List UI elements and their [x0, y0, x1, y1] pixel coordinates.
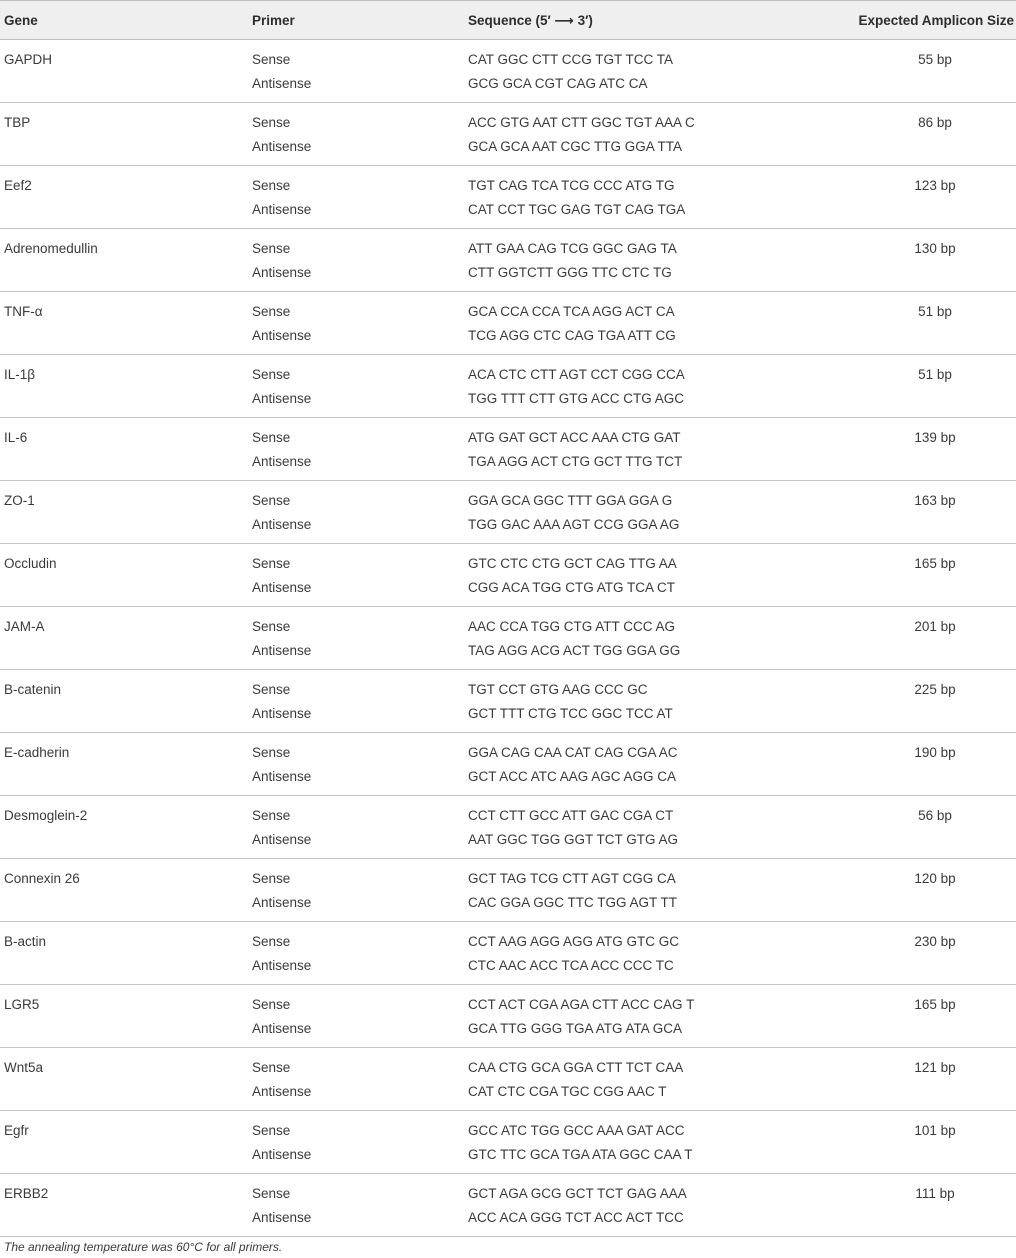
table-row [0, 103, 1016, 166]
amplicon-size: 230 bp [914, 934, 956, 949]
primer-sense-label: Sense [252, 745, 291, 760]
primer-sense-label: Sense [252, 115, 291, 130]
primer-antisense-label: Antisense [252, 895, 312, 910]
sequence-antisense: ACC ACA GGG TCT ACC ACT TCC [468, 1210, 684, 1225]
primer-antisense-label: Antisense [252, 958, 312, 973]
primer-antisense-label: Antisense [252, 454, 312, 469]
gene-name: TNF-α [4, 304, 43, 319]
primer-antisense-label: Antisense [252, 706, 312, 721]
primer-antisense-label: Antisense [252, 517, 312, 532]
primer-sense-label: Sense [252, 304, 291, 319]
sequence-antisense: TAG AGG ACG ACT TGG GGA GG [468, 643, 681, 658]
sequence-antisense: GTC TTC GCA TGA ATA GGC CAA T [468, 1147, 693, 1162]
table-row [0, 166, 1016, 229]
primer-antisense-label: Antisense [252, 1084, 312, 1099]
sequence-antisense: CAC GGA GGC TTC TGG AGT TT [468, 895, 678, 910]
gene-name: Connexin 26 [4, 871, 80, 886]
gene-name: GAPDH [4, 52, 53, 67]
primer-antisense-label: Antisense [252, 1021, 312, 1036]
table-row [0, 859, 1016, 922]
table-row [0, 733, 1016, 796]
header-gene: Gene [4, 13, 38, 28]
amplicon-size: 225 bp [914, 682, 956, 697]
sequence-sense: GGA CAG CAA CAT CAG CGA AC [468, 745, 678, 760]
primer-antisense-label: Antisense [252, 265, 312, 280]
gene-name: LGR5 [4, 997, 40, 1012]
table-row [0, 1111, 1016, 1174]
sequence-sense: CCT CTT GCC ATT GAC CGA CT [468, 808, 674, 823]
sequence-sense: GCT AGA GCG GCT TCT GAG AAA [468, 1186, 687, 1201]
table-row [0, 544, 1016, 607]
sequence-antisense: CGG ACA TGG CTG ATG TCA CT [468, 580, 676, 595]
table-row [0, 292, 1016, 355]
primer-sense-label: Sense [252, 52, 291, 67]
table-row [0, 985, 1016, 1048]
sequence-antisense: GCA TTG GGG TGA ATG ATA GCA [468, 1021, 683, 1036]
primer-sense-label: Sense [252, 871, 291, 886]
table-row [0, 670, 1016, 733]
gene-name: E-cadherin [4, 745, 70, 760]
primer-sense-label: Sense [252, 997, 291, 1012]
sequence-antisense: CTC AAC ACC TCA ACC CCC TC [468, 958, 674, 973]
gene-name: Adrenomedullin [4, 241, 98, 256]
amplicon-size: 86 bp [918, 115, 952, 130]
sequence-sense: GGA GCA GGC TTT GGA GGA G [468, 493, 673, 508]
gene-name: IL-1β [4, 367, 36, 382]
primer-sense-label: Sense [252, 1060, 291, 1075]
table-row [0, 796, 1016, 859]
amplicon-size: 165 bp [914, 556, 956, 571]
primer-sense-label: Sense [252, 1186, 291, 1201]
amplicon-size: 165 bp [914, 997, 956, 1012]
primer-antisense-label: Antisense [252, 832, 312, 847]
primer-sense-label: Sense [252, 682, 291, 697]
sequence-sense: GCA CCA CCA TCA AGG ACT CA [468, 304, 675, 319]
primer-antisense-label: Antisense [252, 328, 312, 343]
primer-antisense-label: Antisense [252, 202, 312, 217]
sequence-antisense: GCG GCA CGT CAG ATC CA [468, 76, 648, 91]
sequence-sense: CCT AAG AGG AGG ATG GTC GC [468, 934, 680, 949]
sequence-sense: GCT TAG TCG CTT AGT CGG CA [468, 871, 676, 886]
gene-name: Wnt5a [4, 1060, 44, 1075]
primer-sense-label: Sense [252, 619, 291, 634]
gene-name: ZO-1 [4, 493, 35, 508]
sequence-sense: GCC ATC TGG GCC AAA GAT ACC [468, 1123, 685, 1138]
primer-sense-label: Sense [252, 808, 291, 823]
sequence-antisense: TGG TTT CTT GTG ACC CTG AGC [468, 391, 685, 406]
table-row [0, 355, 1016, 418]
table-footnote: The annealing temperature was 60°C for all primers. [4, 1240, 283, 1254]
sequence-antisense: TCG AGG CTC CAG TGA ATT CG [468, 328, 676, 343]
gene-name: B-actin [4, 934, 47, 949]
gene-name: Occludin [4, 556, 57, 571]
table-row [0, 922, 1016, 985]
primer-antisense-label: Antisense [252, 76, 312, 91]
sequence-antisense: GCT ACC ATC AAG AGC AGG CA [468, 769, 677, 784]
sequence-sense: TGT CAG TCA TCG CCC ATG TG [468, 178, 675, 193]
primer-sense-label: Sense [252, 367, 291, 382]
amplicon-size: 101 bp [914, 1123, 956, 1138]
sequence-antisense: GCT TTT CTG TCC GGC TCC AT [468, 706, 673, 721]
table-header [0, 0, 1016, 40]
sequence-antisense: CAT CCT TGC GAG TGT CAG TGA [468, 202, 686, 217]
amplicon-size: 123 bp [914, 178, 956, 193]
amplicon-size: 111 bp [915, 1186, 955, 1201]
primer-sense-label: Sense [252, 241, 291, 256]
table-body [0, 40, 1016, 1237]
amplicon-size: 121 bp [914, 1060, 956, 1075]
amplicon-size: 190 bp [914, 745, 956, 760]
amplicon-size: 163 bp [914, 493, 956, 508]
gene-name: IL-6 [4, 430, 28, 445]
sequence-sense: CAA CTG GCA GGA CTT TCT CAA [468, 1060, 684, 1075]
amplicon-size: 139 bp [914, 430, 956, 445]
gene-name: Eef2 [4, 178, 32, 193]
primer-sense-label: Sense [252, 178, 291, 193]
gene-name: Desmoglein-2 [4, 808, 88, 823]
sequence-sense: TGT CCT GTG AAG CCC GC [468, 682, 648, 697]
sequence-sense: AAC CCA TGG CTG ATT CCC AG [468, 619, 676, 634]
table-row [0, 1174, 1016, 1237]
primer-antisense-label: Antisense [252, 643, 312, 658]
primer-sense-label: Sense [252, 430, 291, 445]
sequence-antisense: TGA AGG ACT CTG GCT TTG TCT [468, 454, 683, 469]
amplicon-size: 55 bp [918, 52, 952, 67]
gene-name: ERBB2 [4, 1186, 49, 1201]
primer-antisense-label: Antisense [252, 139, 312, 154]
gene-name: B-catenin [4, 682, 62, 697]
gene-name: Egfr [4, 1123, 29, 1138]
primer-sense-label: Sense [252, 934, 291, 949]
sequence-sense: ATT GAA CAG TCG GGC GAG TA [468, 241, 677, 256]
sequence-antisense: AAT GGC TGG GGT TCT GTG AG [468, 832, 679, 847]
table-row [0, 40, 1016, 103]
primer-antisense-label: Antisense [252, 769, 312, 784]
table-row [0, 481, 1016, 544]
primer-sense-label: Sense [252, 493, 291, 508]
amplicon-size: 120 bp [914, 871, 956, 886]
gene-name: JAM-A [4, 619, 45, 634]
primer-antisense-label: Antisense [252, 580, 312, 595]
table-row [0, 607, 1016, 670]
sequence-antisense: GCA GCA AAT CGC TTG GGA TTA [468, 139, 683, 154]
primer-antisense-label: Antisense [252, 1147, 312, 1162]
primer-antisense-label: Antisense [252, 391, 312, 406]
sequence-sense: ATG GAT GCT ACC AAA CTG GAT [468, 430, 681, 445]
sequence-antisense: TGG GAC AAA AGT CCG GGA AG [468, 517, 680, 532]
amplicon-size: 51 bp [918, 367, 952, 382]
table-row [0, 229, 1016, 292]
sequence-antisense: CTT GGTCTT GGG TTC CTC TG [468, 265, 672, 280]
amplicon-size: 201 bp [914, 619, 956, 634]
amplicon-size: 56 bp [918, 808, 952, 823]
primer-antisense-label: Antisense [252, 1210, 312, 1225]
table-row [0, 1048, 1016, 1111]
primer-sense-label: Sense [252, 556, 291, 571]
sequence-sense: ACC GTG AAT CTT GGC TGT AAA C [468, 115, 695, 130]
table-row [0, 418, 1016, 481]
sequence-antisense: CAT CTC CGA TGC CGG AAC T [468, 1084, 667, 1099]
sequence-sense: ACA CTC CTT AGT CCT CGG CCA [468, 367, 685, 382]
header-sequence: Sequence (5′ ⟶ 3′) [468, 13, 593, 28]
header-primer: Primer [252, 13, 295, 28]
sequence-sense: CCT ACT CGA AGA CTT ACC CAG T [468, 997, 695, 1012]
sequence-sense: CAT GGC CTT CCG TGT TCC TA [468, 52, 674, 67]
amplicon-size: 51 bp [918, 304, 952, 319]
gene-name: TBP [4, 115, 31, 130]
primer-sense-label: Sense [252, 1123, 291, 1138]
amplicon-size: 130 bp [914, 241, 956, 256]
sequence-sense: GTC CTC CTG GCT CAG TTG AA [468, 556, 677, 571]
header-amplicon-size: Expected Amplicon Size [858, 13, 1014, 28]
